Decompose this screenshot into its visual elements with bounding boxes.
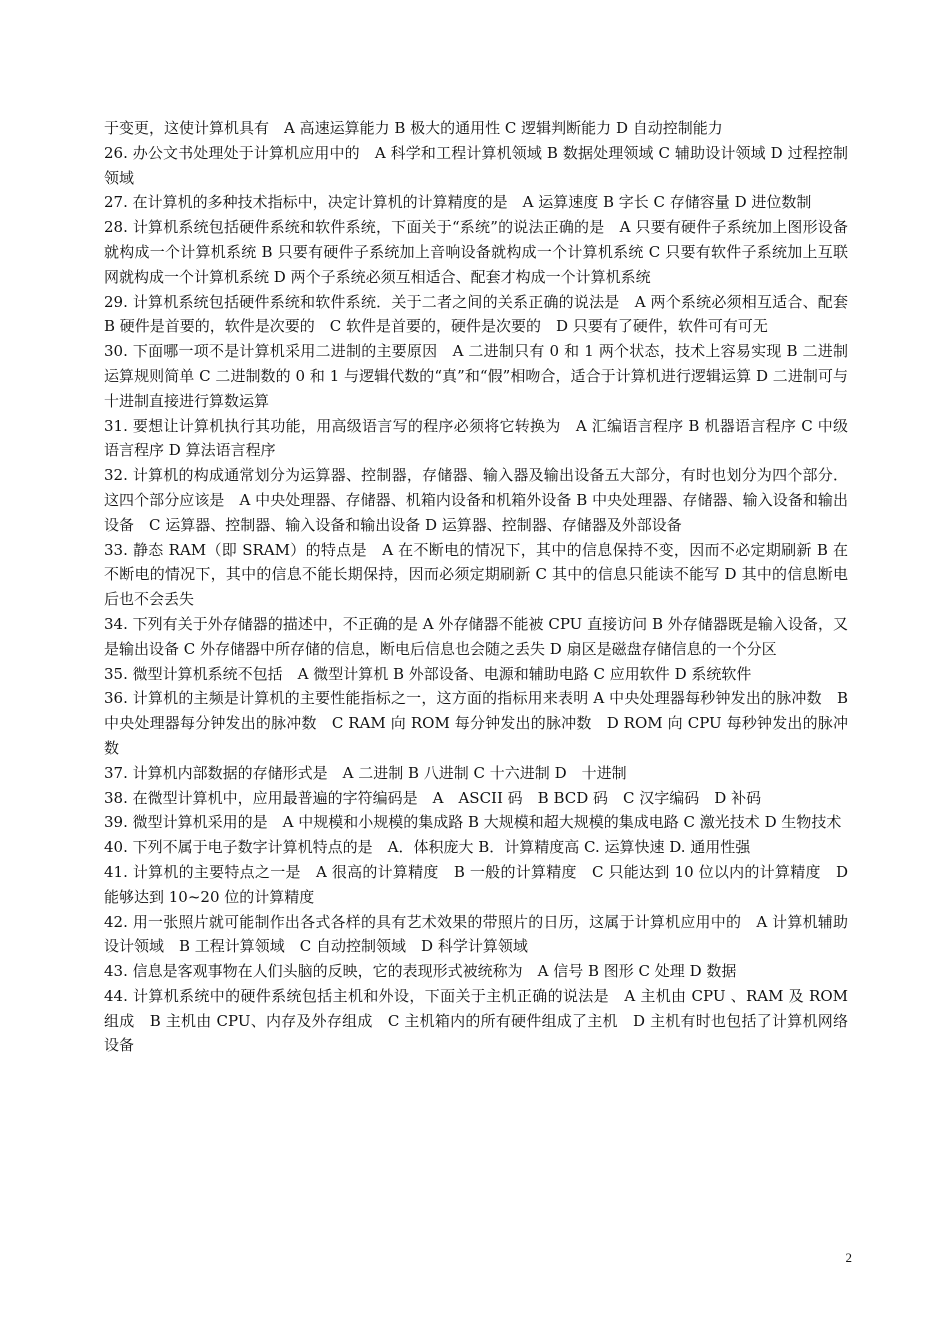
question-paragraph: 30. 下面哪一项不是计算机采用二进制的主要原因 A 二进制只有 0 和 1 两个状态，技术上容易实现 B 二进制运算规则简单 C 二进制数的 0 和 1 与逻辑代数的“真”和“假”相吻合，适合于计算机进行逻辑运算 D 二进制可与十进制直接进行算数运算 [104,342,848,410]
question-paragraph: 42. 用一张照片就可能制作出各式各样的具有艺术效果的带照片的日历，这属于计算机应用中的 A 计算机辅助设计领域 B 工程计算领域 C 自动控制领域 D 科学计算领域 [104,912,848,956]
question-paragraph: 31. 要想让计算机执行其功能，用高级语言写的程序必须将它转换为 A 汇编语言程序 B 机器语言程序 C 中级语言程序 D 算法语言程序 [104,416,848,460]
question-paragraph: 41. 计算机的主要特点之一是 A 很高的计算精度 B 一般的计算精度 C 只能达到 10 位以内的计算精度 D 能够达到 10~20 位的计算精度 [104,862,848,906]
question-paragraph: 43. 信息是客观事物在人们头脑的反映，它的表现形式被统称为 A 信号 B 图形 C 处理 D 数据 [104,962,737,981]
question-paragraph: 32. 计算机的构成通常划分为运算器、控制器，存储器、输入器及输出设备五大部分，有时也划分为四个部分．这四个部分应该是 A 中央处理器、存储器、机箱内设备和机箱外设备 B 中央处理器、存储器、输入设备和输出设备 C 运算器、控制器、输入设备和输出设备 D 运算器、控制器、存储器及外部设备 [104,466,848,534]
question-paragraph: 27. 在计算机的多种技术指标中，决定计算机的计算精度的是 A 运算速度 B 字长 C 存储容量 D 进位数制 [104,193,812,212]
question-paragraph: 34. 下列有关于外存储器的描述中，不正确的是 A 外存储器不能被 CPU 直接访问 B 外存储器既是输入设备，又是输出设备 C 外存储器中所存储的信息，断电后信息也会随之丢失 D 扇区是磁盘存储信息的一个分区 [104,614,848,658]
question-paragraph: 33. 静态 RAM（即 SRAM）的特点是 A 在不断电的情况下，其中的信息保持不变，因而不必定期刷新 B 在不断电的情况下，其中的信息不能长期保持，因而必须定期刷新 C 其中的信息只能读不能写 D 其中的信息断电后也不会丢失 [104,540,848,609]
question-paragraph: 35. 微型计算机系统不包括 A 微型计算机 B 外部设备、电源和辅助电路 C 应用软件 D 系统软件 [104,664,752,683]
question-paragraph: 36. 计算机的主频是计算机的主要性能指标之一，这方面的指标用来表明 A 中央处理器每秒钟发出的脉冲数 B 中央处理器每分钟发出的脉冲数 C RAM 向 ROM 每分钟发出的脉冲数 D ROM 向 CPU 每秒钟发出的脉冲数 [104,689,848,757]
question-paragraph: 28. 计算机系统包括硬件系统和软件系统，下面关于“系统”的说法正确的是 A 只要有硬件子系统加上图形设备就构成一个计算机系统 B 只要有硬件子系统加上音响设备就构成一个计算机系统 C 只要有软件子系统加上互联网就构成一个计算机系统 D 两个子系统必须互相适合、配套才构成一个计算机系统 [104,218,848,286]
question-paragraph: 于变更，这使计算机具有 A 高速运算能力 B 极大的通用性 C 逻辑判断能力 D 自动控制能力 [104,119,723,137]
question-paragraph: 26. 办公文书处理处于计算机应用中的 A 科学和工程计算机领域 B 数据处理领域 C 辅助设计领域 D 过程控制领域 [104,143,848,187]
question-paragraph: 39. 微型计算机采用的是 A 中规模和小规模的集成路 B 大规模和超大规模的集成电路 C 激光技术 D 生物技术 [104,813,842,832]
question-paragraph: 29. 计算机系统包括硬件系统和软件系统．关于二者之间的关系正确的说法是 A 两个系统必须相互适合、配套 B 硬件是首要的，软件是次要的 C 软件是首要的，硬件是次要的 D 只要有了硬件，软件可有可无 [104,292,864,336]
page-number: 2 [845,1250,852,1265]
question-paragraph: 37. 计算机内部数据的存储形式是 A 二进制 B 八进制 C 十六进制 D 十进制 [104,763,627,782]
question-paragraph: 38. 在微型计算机中，应用最普遍的字符编码是 A ASCII 码 B BCD 码 C 汉字编码 D 补码 [104,788,762,807]
question-paragraph: 40. 下列不属于电子数字计算机特点的是 A．体积庞大 B．计算精度高 C. 运算快速 D. 通用性强 [104,838,751,857]
question-paragraph: 44. 计算机系统中的硬件系统包括主机和外设，下面关于主机正确的说法是 A 主机由 CPU 、RAM 及 ROM 组成 B 主机由 CPU、内存及外存组成 C 主机箱内的所有硬件组成了主机 D 主机有时也包括了计算机网络设备 [104,986,848,1055]
question-list [104,116,864,1058]
